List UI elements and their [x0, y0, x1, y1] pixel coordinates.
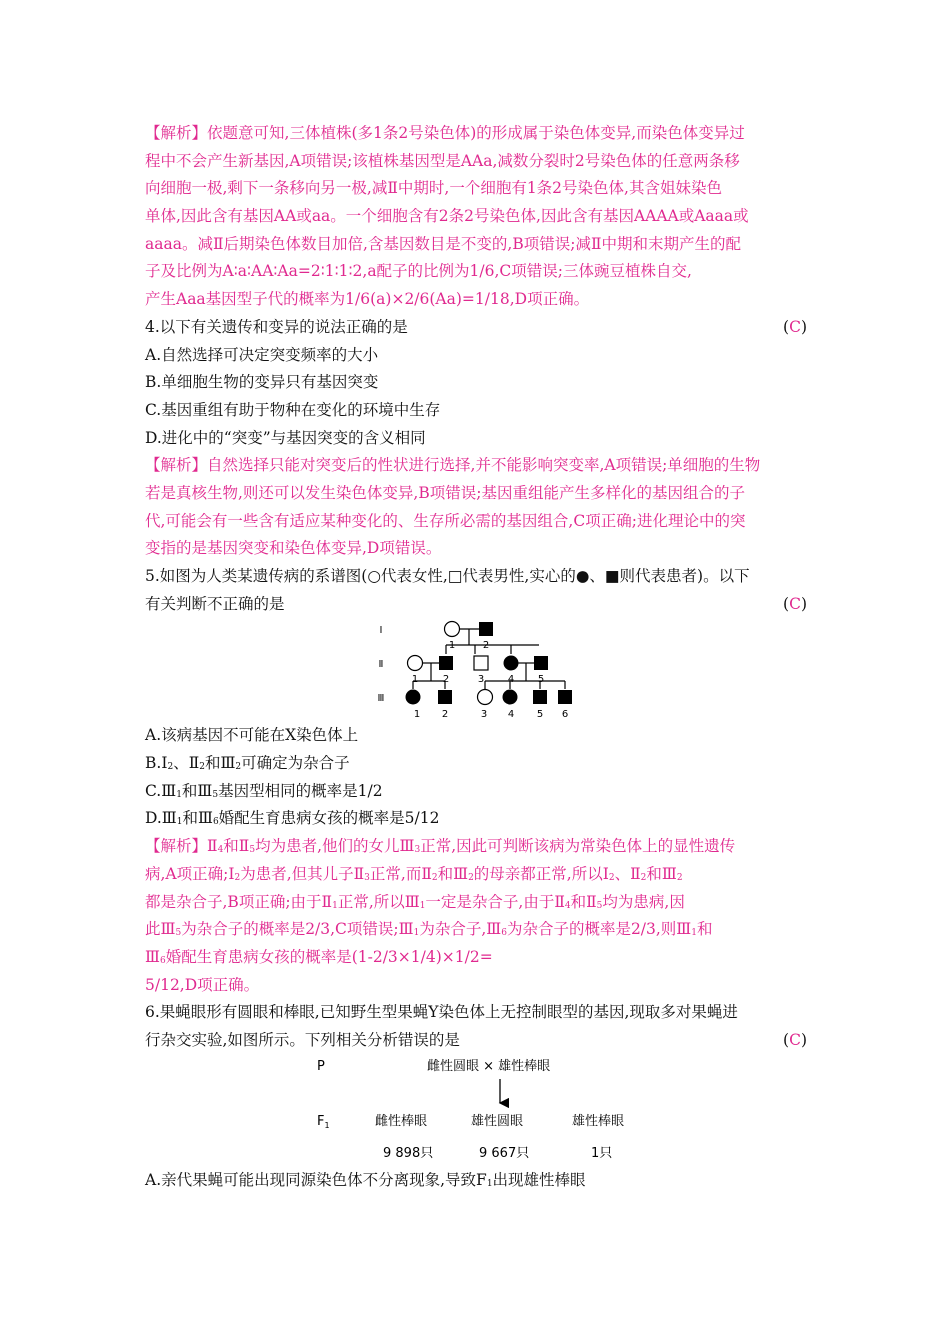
q4-stem: 4.以下有关遗传和变异的说法正确的是 (C): [145, 314, 810, 342]
q4-analysis-line: 若是真核生物,则还可以发生染色体变异,B项错误;基因重组能产生多样化的基因组合的子: [145, 483, 745, 502]
q3-analysis-line: aaaa。减Ⅱ后期染色体数目加倍,含基因数目是不变的,B项错误;减Ⅱ中期和末期产生的配: [145, 234, 742, 253]
pedigree-gen-label: Ⅲ: [377, 693, 385, 705]
cross-f1-count: 9 898只: [383, 1145, 434, 1161]
pedigree-III6-affected-male: [558, 690, 572, 704]
pedigree-chart: [145, 618, 810, 722]
pedigree-gen-label: Ⅱ: [378, 659, 384, 671]
pedigree-I2-affected-male: [479, 622, 493, 636]
pedigree-III5-affected-male: [533, 690, 547, 704]
pedigree-id: 1: [448, 640, 456, 652]
q5-option-c: $C.Ⅲ_1$和$Ⅲ_5$基因型相同的概率是1/2: [145, 781, 383, 800]
q5-option-a: A.该病基因不可能在X染色体上: [145, 726, 359, 745]
pedigree-gen-label: Ⅰ: [379, 625, 383, 637]
q3-analysis-line: 【解析】依题意可知,三体植株(多1条2号染色体)的形成属于染色体变异,而染色体变异过: [145, 124, 745, 142]
q3-analysis-line: 向细胞一极,剩下一条移向另一极,减Ⅱ中期时,一个细胞有1条2号染色体,其含姐妹染色: [145, 179, 722, 198]
q4-analysis-line: 【解析】自然选择只能对突变后的性状进行选择,并不能影响突变率,A项错误;单细胞的生物: [145, 456, 761, 475]
q5-stem: 5.如图为人类某遗传病的系谱图(○代表女性,□代表男性,实心的●、■则代表患者)。以下: [145, 567, 750, 585]
cross-f1-phenotype: 雌性棒眼: [375, 1113, 428, 1129]
q6-stem: 6.果蝇眼形有圆眼和棒眼,已知野生型果蝇Y染色体上无控制眼型的基因,现取多对果蝇进: [145, 1003, 738, 1022]
cross-f1-label: $F_1$: [317, 1113, 330, 1130]
q6-option-a: A.亲代果蝇可能出现同源染色体不分离现象,导致$F_1$出现雄性棒眼: [145, 1170, 586, 1189]
q4-analysis-line: 代,可能会有一些含有适应某种变化的、生存所必需的基因组合,C项正确;进化理论中的突: [145, 511, 746, 530]
pedigree-id: 1: [411, 674, 419, 686]
cross-f1-count: 1只: [591, 1145, 613, 1161]
q5-analysis-line: 【解析】$Ⅱ_4$和$Ⅱ_5$均为患者,他们的女儿$Ⅲ_3$正常,因此可判断该病为常染色体上的显性遗传: [145, 837, 736, 856]
q5-analysis-line: $Ⅲ_6$婚配生育患病女孩的概率是(1-2/3×1/4)×1/2=: [145, 947, 493, 966]
pedigree-id: 2: [442, 674, 450, 686]
pedigree-id: 5: [537, 674, 545, 686]
q3-analysis-line: 单体,因此含有基因AA或aa。一个细胞含有2条2号染色体,因此含有基因AAAA或Aaaa或: [145, 207, 749, 226]
cross-diagram-svg: [145, 1055, 810, 1167]
q6-stem: 行杂交实验,如图所示。下列相关分析错误的是 (C): [145, 1027, 810, 1055]
q4-option-c: C.基因重组有助于物种在变化的环境中生存: [145, 400, 441, 419]
pedigree-III3-female: [478, 690, 493, 705]
q5-option-b: $B.Ⅰ_2$、$Ⅱ_2$和$Ⅲ_2$可确定为杂合子: [145, 754, 350, 773]
pedigree-id: 3: [477, 674, 485, 686]
cross-f1-count: 9 667只: [479, 1145, 530, 1161]
q3-analysis-line: 程中不会产生新基因,A项错误;该植株基因型是AAa,减数分裂时2号染色体的任意两条移: [145, 151, 740, 170]
pedigree-II3-male: [474, 656, 488, 670]
pedigree-id: 4: [507, 709, 515, 721]
q5-analysis-line: 5/12,D项正确。: [145, 975, 260, 994]
cross-p-label: P: [317, 1058, 325, 1074]
pedigree-II4-affected-female: [504, 656, 519, 671]
pedigree-id: 6: [561, 709, 569, 721]
q6-answer: (C): [783, 1030, 807, 1049]
cross-f1-phenotype: 雄性圆眼: [471, 1113, 524, 1129]
pedigree-id: 2: [482, 640, 490, 652]
pedigree-id: 3: [480, 709, 488, 721]
q3-analysis-line: 子及比例为A∶a∶AA∶Aa=2∶1∶1∶2,a配子的比例为1/6,C项错误;三体豌豆植株自交,: [145, 262, 692, 281]
q4-option-a: A.自然选择可决定突变频率的大小: [145, 345, 379, 364]
q5-answer: (C): [783, 594, 807, 613]
q4-option-d: D.进化中的“突变”与基因突变的含义相同: [145, 428, 426, 447]
pedigree-III4-affected-female: [503, 690, 518, 705]
pedigree-III2-affected-male: [438, 690, 452, 704]
q5-analysis-line: 病,A项正确$;Ⅰ_2$为患者,但其儿子$Ⅱ_3$正常,而$Ⅱ_2$和$Ⅲ_2$的母亲都正常,所以$Ⅰ_2$、$Ⅱ_2$和$Ⅲ_2$: [145, 864, 683, 883]
q5-stem: 有关判断不正确的是 (C): [145, 591, 810, 619]
pedigree-id: 2: [441, 709, 449, 721]
q5-option-d: $D.Ⅲ_1$和$Ⅲ_6$婚配生育患病女孩的概率是5/12: [145, 809, 440, 828]
q4-option-b: B.单细胞生物的变异只有基因突变: [145, 373, 379, 392]
document-page: [145, 120, 810, 1194]
pedigree-II5-affected-male: [534, 656, 548, 670]
q4-answer: (C): [783, 317, 807, 336]
pedigree-id: 4: [507, 674, 515, 686]
pedigree-figure: [145, 618, 810, 722]
cross-diagram: [145, 1055, 810, 1167]
q4-analysis-line: 变指的是基因突变和染色体变异,D项错误。: [145, 539, 442, 558]
pedigree-II1-female: [408, 656, 423, 671]
pedigree-id: 1: [413, 709, 421, 721]
q3-analysis-line: 产生Aaa基因型子代的概率为1/6(a)×2/6(Aa)=1/18,D项正确。: [145, 290, 590, 309]
cross-parents: 雌性圆眼 × 雄性棒眼: [427, 1058, 551, 1074]
q5-analysis-line: 都是杂合子,B项正确;由于$Ⅱ_1$正常,所以$Ⅲ_1$一定是杂合子,由于$Ⅱ_4$和$Ⅱ_5$均为患病,因: [145, 892, 685, 911]
pedigree-II2-affected-male: [439, 656, 453, 670]
cross-f1-phenotype: 雄性棒眼: [572, 1113, 625, 1129]
pedigree-I1-female: [445, 622, 460, 637]
pedigree-id: 5: [536, 709, 544, 721]
q5-analysis-line: 此$Ⅲ_5$为杂合子的概率是2/3,C项错误$;Ⅲ_1$为杂合子$,Ⅲ_6$为杂合子的概率是2/3,则$Ⅲ_1$和: [145, 920, 713, 939]
pedigree-III1-affected-female: [406, 690, 421, 705]
